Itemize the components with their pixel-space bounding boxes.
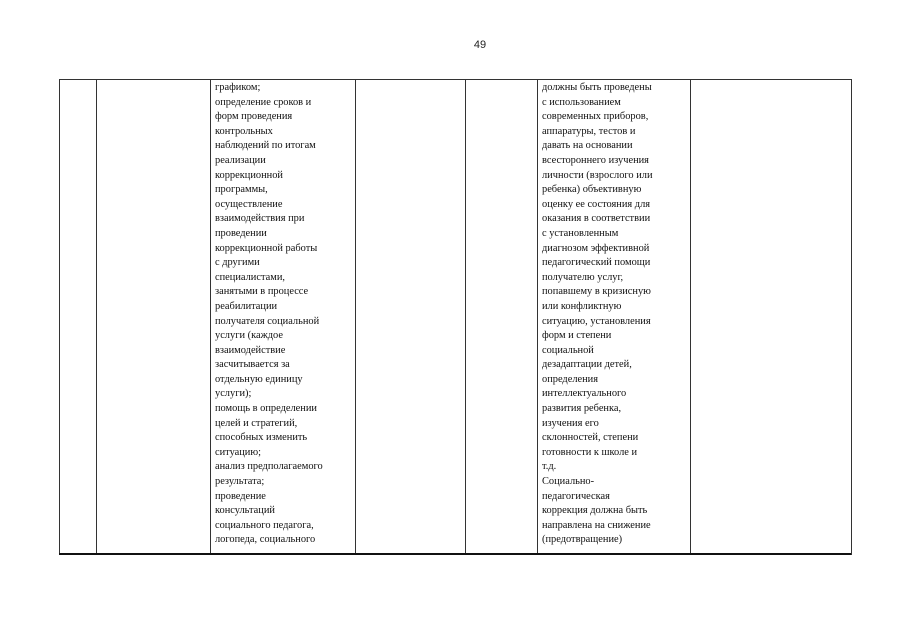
text-line: педагогическая xyxy=(542,490,610,502)
table-cell-col6 xyxy=(538,80,691,555)
text-line: аппаратуры, тестов и xyxy=(542,125,636,137)
text-line: способных изменить xyxy=(215,432,308,444)
text-line: коррекция должна быть xyxy=(542,505,648,517)
text-line: осуществление xyxy=(215,198,283,210)
text-line: должны быть проведены xyxy=(542,82,652,93)
text-line: услуги (каждое xyxy=(215,330,283,342)
text-line: давать на основании xyxy=(542,140,633,152)
text-line: (предотвращение) xyxy=(542,534,623,546)
text-line: занятыми в процессе xyxy=(215,286,309,298)
text-line: оценку ее состояния для xyxy=(542,198,651,210)
text-line: засчитывается за xyxy=(215,359,290,371)
text-line: с использованием xyxy=(542,96,621,108)
text-line: склонностей, степени xyxy=(542,432,639,444)
text-line: форм проведения xyxy=(215,111,293,123)
text-line: коррекционной работы xyxy=(215,242,318,254)
text-line: личности (взрослого или xyxy=(542,169,653,181)
text-line: взаимодействие xyxy=(215,344,286,356)
table-cell-col1 xyxy=(60,80,97,555)
text-line: консультаций xyxy=(215,505,275,517)
table-bottom-border xyxy=(59,553,851,555)
text-line: целей и стратегий, xyxy=(215,417,298,429)
services-table xyxy=(59,79,852,555)
text-line: т.д. xyxy=(542,461,557,473)
text-line: проведении xyxy=(215,227,267,239)
table-cell-col3 xyxy=(211,80,356,555)
text-line: графиком; xyxy=(215,82,261,93)
text-line: определения xyxy=(542,373,599,385)
text-line: ребенка) объективную xyxy=(542,184,642,196)
text-line: попавшему в кризисную xyxy=(542,286,651,298)
service-standard-text xyxy=(538,80,690,548)
text-line: взаимодействия при xyxy=(215,213,305,225)
text-line: реабилитации xyxy=(215,300,278,312)
text-line: педагогический помощи xyxy=(542,257,651,269)
text-line: анализ предполагаемого xyxy=(215,461,323,473)
text-line: диагнозом эффективной xyxy=(542,242,650,254)
table-row xyxy=(60,80,852,555)
text-line: отдельную единицу xyxy=(215,373,303,385)
text-line: всестороннего изучения xyxy=(542,154,649,166)
text-line: получателю услуг, xyxy=(542,271,624,283)
table-cell-col7 xyxy=(691,80,852,555)
table-cell-col2 xyxy=(97,80,211,555)
text-line: современных приборов, xyxy=(542,111,649,123)
text-line: интеллектуального xyxy=(542,388,627,400)
text-line: получателя социальной xyxy=(215,315,320,327)
text-line: с другими xyxy=(215,257,260,269)
text-line: проведение xyxy=(215,490,266,502)
text-line: готовности к школе и xyxy=(542,446,638,458)
text-line: форм и степени xyxy=(542,330,612,342)
page-number: 49 xyxy=(473,39,487,51)
text-line: социальной xyxy=(542,344,594,356)
text-line: социального педагога, xyxy=(215,519,314,531)
text-line: с установленным xyxy=(542,227,619,239)
text-line: Социально- xyxy=(542,476,595,488)
text-line: определение сроков и xyxy=(215,96,312,108)
text-line: логопеда, социального xyxy=(215,534,316,546)
text-line: направлена на снижение xyxy=(542,519,651,531)
text-line: реализации xyxy=(215,154,266,166)
text-line: результата; xyxy=(215,476,265,488)
text-line: контрольных xyxy=(215,125,273,137)
text-line: или конфликтную xyxy=(542,300,622,312)
table-cell-col4 xyxy=(356,80,466,555)
text-line: услуги); xyxy=(215,388,252,400)
text-line: ситуацию; xyxy=(215,446,262,458)
text-line: изучения его xyxy=(542,417,599,429)
text-line: программы, xyxy=(215,184,268,196)
text-line: помощь в определении xyxy=(215,403,317,415)
service-description-text xyxy=(211,80,355,548)
table-cell-col5 xyxy=(466,80,538,555)
text-line: специалистами, xyxy=(215,271,285,283)
text-line: ситуацию, установления xyxy=(542,315,651,327)
text-line: оказания в соответствии xyxy=(542,213,651,225)
text-line: наблюдений по итогам xyxy=(215,140,316,152)
text-line: дезадаптации детей, xyxy=(542,359,632,371)
text-line: развития ребенка, xyxy=(542,403,622,415)
text-line: коррекционной xyxy=(215,169,283,181)
